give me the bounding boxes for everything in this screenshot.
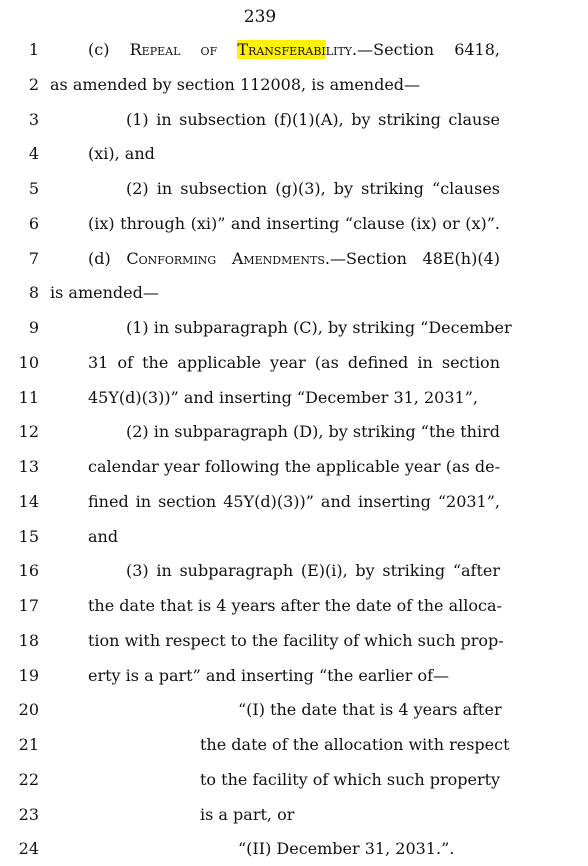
line-number: 5 — [28, 179, 39, 198]
text-run: is amended— — [50, 283, 159, 303]
line-number: 15 — [18, 526, 39, 546]
text-run: (d) — [88, 248, 127, 268]
text-run: (1) in subsection (f)(1)(A), by striking clause — [126, 109, 500, 129]
bill-line — [0, 457, 588, 481]
line-number: 12 — [18, 422, 39, 442]
text-run: —Section 48E(h)(4) — [330, 248, 500, 268]
line-number: 18 — [18, 630, 39, 650]
text-run: —Section 6418, — [357, 40, 500, 59]
line-number: 8 — [28, 283, 39, 303]
line-number: 24 — [18, 839, 39, 859]
line-number: 22 — [18, 769, 39, 789]
text-run: fined in section 45Y(d)(3))” and inserting “2031”, — [88, 491, 500, 511]
line-number: 19 — [18, 665, 39, 685]
line-number: 11 — [18, 387, 39, 407]
text-run: (3) in subparagraph (E)(i), by striking “after — [126, 561, 500, 581]
text-run: the date that is 4 years after the date of the alloca- — [88, 596, 502, 615]
line-text — [88, 666, 448, 685]
bill-line — [0, 770, 588, 794]
line-text — [126, 179, 500, 198]
text-run: “(II) December 31, 2031.”. — [238, 839, 455, 859]
text-run: 31 of the applicable year (as defined in section — [88, 352, 500, 372]
text-run: erty is a part” and inserting “the earlier of— — [88, 665, 450, 685]
text-run: (1) in subparagraph (C), by striking “December — [126, 318, 512, 337]
line-text — [238, 839, 468, 858]
bill-line — [0, 596, 588, 620]
line-text — [238, 700, 500, 719]
bill-line — [0, 318, 588, 342]
text-run: “(I) the date that is 4 years after — [238, 700, 502, 720]
line-text — [50, 283, 170, 302]
text-run: (2) in subsection (g)(3), by striking “clauses — [126, 179, 500, 198]
line-text — [126, 110, 500, 129]
bill-line — [0, 110, 588, 134]
bill-line — [0, 249, 588, 273]
line-number: 6 — [28, 213, 39, 233]
page-number: 239 — [243, 7, 277, 27]
line-text — [126, 561, 500, 580]
bill-line — [0, 144, 588, 168]
text-run: (c) — [88, 40, 130, 59]
line-text — [126, 422, 500, 441]
line-text — [88, 353, 500, 372]
line-number: 20 — [18, 700, 39, 720]
text-run: as amended by section 112008, is amended— — [50, 74, 421, 94]
bill-line — [0, 422, 588, 446]
line-number: 10 — [18, 352, 39, 372]
line-text — [200, 770, 500, 789]
bill-line — [0, 40, 588, 64]
text-run: (xi), and — [88, 144, 155, 164]
bill-line — [0, 805, 588, 829]
line-text — [88, 457, 500, 476]
bill-line — [0, 388, 588, 412]
bill-line — [0, 75, 588, 99]
line-number: 9 — [28, 318, 39, 337]
bill-line — [0, 839, 588, 863]
text-run: tion with respect to the facility of which such prop- — [88, 630, 504, 650]
line-number: 14 — [18, 491, 39, 511]
text-run: the date of the allocation with respect — [200, 735, 510, 754]
line-text — [88, 214, 500, 233]
text-run: and — [88, 526, 119, 546]
line-text — [88, 40, 500, 59]
line-number: 1 — [28, 40, 39, 59]
line-number: 13 — [18, 457, 39, 476]
line-text — [88, 144, 188, 163]
line-text — [88, 387, 478, 407]
bill-line — [0, 735, 588, 759]
line-text — [88, 492, 500, 511]
small-caps-heading: Repeal of — [129, 40, 238, 59]
line-text — [200, 805, 300, 824]
bill-line — [0, 283, 588, 307]
bill-line — [0, 700, 588, 724]
line-text — [200, 735, 510, 754]
small-caps-heading: lity. — [325, 40, 358, 59]
highlighted-text: Transferabi — [237, 40, 326, 59]
text-run: calendar year following the applicable year (as de- — [88, 457, 500, 476]
bill-line — [0, 214, 588, 238]
line-number: 23 — [18, 804, 39, 824]
line-text — [50, 75, 450, 94]
bill-line — [0, 666, 588, 690]
line-text — [88, 630, 504, 650]
text-run: to the facility of which such property — [200, 769, 501, 789]
bill-line — [0, 492, 588, 516]
bill-line — [0, 353, 588, 377]
small-caps-heading: Conforming Amendments. — [126, 248, 330, 268]
text-run: is a part, or — [200, 804, 295, 824]
bill-line — [0, 631, 588, 655]
line-text — [88, 596, 500, 615]
bill-line — [0, 527, 588, 551]
line-number: 7 — [28, 248, 39, 268]
bill-line — [0, 179, 588, 203]
line-number: 2 — [28, 74, 39, 94]
line-number: 3 — [28, 109, 39, 129]
line-number: 16 — [18, 561, 39, 581]
line-number: 21 — [18, 735, 39, 754]
text-run: (ix) through (xi)” and inserting “clause (ix) or (x)”. — [88, 213, 500, 233]
line-text — [88, 527, 138, 546]
text-run: (2) in subparagraph (D), by striking “the third — [126, 422, 500, 442]
line-number: 4 — [28, 144, 39, 164]
line-text — [88, 249, 500, 268]
bill-line — [0, 561, 588, 585]
text-run: 45Y(d)(3))” and inserting “December 31, 2031”, — [88, 387, 478, 407]
line-number: 17 — [18, 596, 39, 615]
line-text — [126, 318, 512, 337]
